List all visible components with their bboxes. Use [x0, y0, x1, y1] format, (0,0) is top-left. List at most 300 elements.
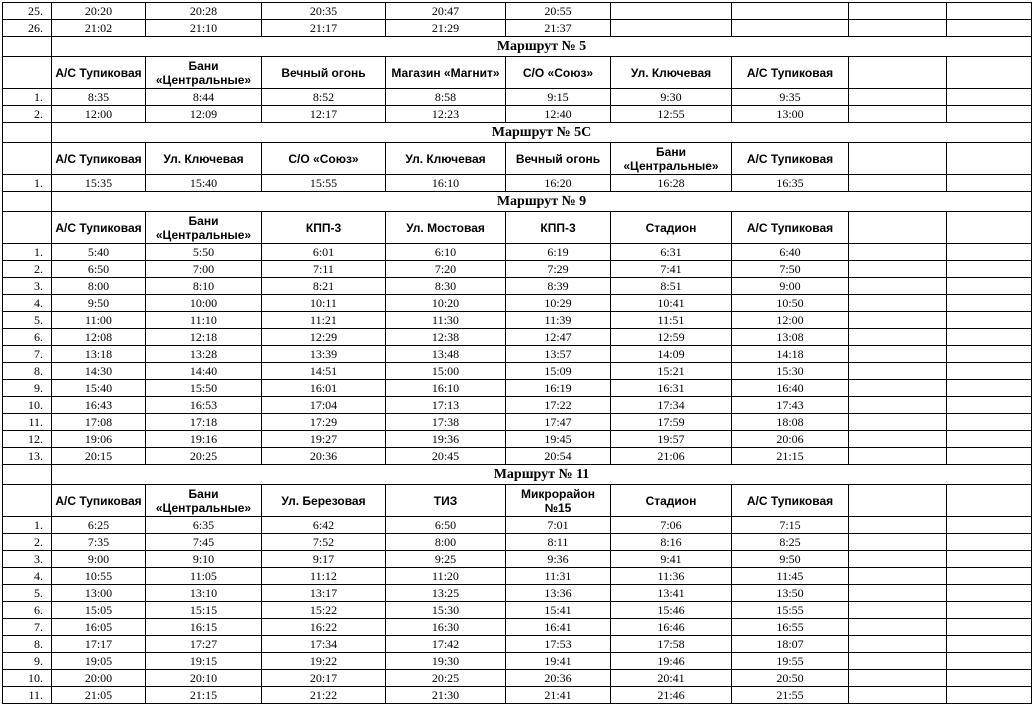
time-cell: 16:31 [611, 380, 732, 397]
row-number: 1. [3, 175, 52, 192]
table-row [3, 448, 1032, 465]
time-cell: 16:05 [52, 619, 146, 636]
time-cell: 12:09 [146, 106, 262, 123]
time-cell: 8:35 [52, 89, 146, 106]
time-cell: 13:00 [52, 585, 146, 602]
time-cell [849, 585, 947, 602]
route-title-row [3, 37, 1032, 57]
row-number: 3. [3, 551, 52, 568]
stop-header [947, 57, 1032, 89]
time-cell: 9:50 [52, 295, 146, 312]
route-title-row [3, 465, 1032, 485]
time-cell: 11:31 [506, 568, 611, 585]
time-cell: 21:41 [506, 687, 611, 704]
time-cell [849, 687, 947, 704]
time-cell [947, 585, 1032, 602]
time-cell: 8:16 [611, 534, 732, 551]
row-number: 1. [3, 89, 52, 106]
time-cell: 17:47 [506, 414, 611, 431]
stop-header: А/С Тупиковая [732, 212, 849, 244]
time-cell: 17:13 [386, 397, 506, 414]
time-cell: 20:45 [386, 448, 506, 465]
time-cell: 21:15 [146, 687, 262, 704]
time-cell: 19:55 [732, 653, 849, 670]
time-cell: 8:00 [52, 278, 146, 295]
time-cell: 15:35 [52, 175, 146, 192]
time-cell: 16:22 [262, 619, 386, 636]
time-cell: 9:36 [506, 551, 611, 568]
row-number: 13. [3, 448, 52, 465]
time-cell: 11:05 [146, 568, 262, 585]
row-number: 10. [3, 397, 52, 414]
time-cell [947, 448, 1032, 465]
time-cell [849, 363, 947, 380]
time-cell: 14:51 [262, 363, 386, 380]
row-number [3, 143, 52, 175]
stop-header: А/С Тупиковая [52, 485, 146, 517]
time-cell [849, 89, 947, 106]
time-cell: 15:55 [262, 175, 386, 192]
time-cell [947, 517, 1032, 534]
time-cell [849, 3, 947, 20]
row-number: 11. [3, 414, 52, 431]
time-cell: 11:45 [732, 568, 849, 585]
time-cell [849, 261, 947, 278]
time-cell: 7:01 [506, 517, 611, 534]
time-cell [947, 295, 1032, 312]
time-cell: 16:55 [732, 619, 849, 636]
time-cell: 20:25 [146, 448, 262, 465]
time-cell [849, 278, 947, 295]
table-row [3, 431, 1032, 448]
time-cell: 12:18 [146, 329, 262, 346]
time-cell: 19:30 [386, 653, 506, 670]
time-cell: 11:00 [52, 312, 146, 329]
time-cell: 7:41 [611, 261, 732, 278]
time-cell: 15:50 [146, 380, 262, 397]
time-cell [947, 670, 1032, 687]
table-row [3, 568, 1032, 585]
time-cell [947, 20, 1032, 37]
time-cell [947, 687, 1032, 704]
time-cell [947, 397, 1032, 414]
table-row [3, 670, 1032, 687]
table-row [3, 397, 1032, 414]
time-cell: 13:18 [52, 346, 146, 363]
table-row [3, 89, 1032, 106]
time-cell: 21:10 [146, 20, 262, 37]
time-cell: 12:38 [386, 329, 506, 346]
stop-header: Ул. Ключевая [386, 143, 506, 175]
time-cell: 15:40 [146, 175, 262, 192]
time-cell: 17:22 [506, 397, 611, 414]
time-cell [947, 3, 1032, 20]
route-title: Маршрут № 5С [52, 123, 1032, 143]
time-cell: 10:29 [506, 295, 611, 312]
time-cell: 20:35 [262, 3, 386, 20]
row-number: 5. [3, 312, 52, 329]
stop-header [947, 143, 1032, 175]
time-cell: 12:00 [52, 106, 146, 123]
stop-header: А/С Тупиковая [732, 57, 849, 89]
time-cell: 21:06 [611, 448, 732, 465]
table-row [3, 20, 1032, 37]
table-row [3, 517, 1032, 534]
time-cell [732, 20, 849, 37]
table-row [3, 278, 1032, 295]
time-cell: 17:29 [262, 414, 386, 431]
time-cell: 21:22 [262, 687, 386, 704]
time-cell: 13:41 [611, 585, 732, 602]
row-number: 8. [3, 363, 52, 380]
time-cell [947, 534, 1032, 551]
time-cell: 17:18 [146, 414, 262, 431]
time-cell: 21:15 [732, 448, 849, 465]
time-cell: 6:42 [262, 517, 386, 534]
time-cell: 13:25 [386, 585, 506, 602]
schedule-table [2, 2, 1032, 704]
time-cell: 6:25 [52, 517, 146, 534]
row-number [3, 485, 52, 517]
route-title: Маршрут № 9 [52, 192, 1032, 212]
row-number [3, 57, 52, 89]
time-cell [947, 636, 1032, 653]
row-number: 7. [3, 619, 52, 636]
time-cell [947, 278, 1032, 295]
row-number: 2. [3, 534, 52, 551]
time-cell: 15:30 [386, 602, 506, 619]
time-cell: 19:57 [611, 431, 732, 448]
time-cell: 15:41 [506, 602, 611, 619]
time-cell: 10:20 [386, 295, 506, 312]
time-cell: 20:47 [386, 3, 506, 20]
time-cell [849, 551, 947, 568]
time-cell [849, 568, 947, 585]
time-cell: 7:06 [611, 517, 732, 534]
table-row [3, 106, 1032, 123]
time-cell: 11:10 [146, 312, 262, 329]
time-cell: 19:16 [146, 431, 262, 448]
time-cell: 19:15 [146, 653, 262, 670]
stop-header: Бани «Центральные» [611, 143, 732, 175]
time-cell: 13:28 [146, 346, 262, 363]
stop-header: А/С Тупиковая [52, 212, 146, 244]
time-cell: 7:15 [732, 517, 849, 534]
time-cell [947, 414, 1032, 431]
time-cell: 8:10 [146, 278, 262, 295]
time-cell: 20:15 [52, 448, 146, 465]
table-row [3, 585, 1032, 602]
row-number: 8. [3, 636, 52, 653]
time-cell: 9:30 [611, 89, 732, 106]
time-cell: 12:00 [732, 312, 849, 329]
time-cell [849, 106, 947, 123]
time-cell: 13:10 [146, 585, 262, 602]
table-row [3, 261, 1032, 278]
time-cell: 16:43 [52, 397, 146, 414]
stop-header: Бани «Центральные» [146, 485, 262, 517]
time-cell: 8:58 [386, 89, 506, 106]
time-cell [849, 329, 947, 346]
time-cell: 16:53 [146, 397, 262, 414]
stop-header: Ул. Ключевая [611, 57, 732, 89]
time-cell: 9:15 [506, 89, 611, 106]
time-cell: 21:05 [52, 687, 146, 704]
time-cell: 17:04 [262, 397, 386, 414]
time-cell: 16:28 [611, 175, 732, 192]
time-cell: 13:50 [732, 585, 849, 602]
time-cell: 13:00 [732, 106, 849, 123]
time-cell: 8:00 [386, 534, 506, 551]
time-cell: 16:35 [732, 175, 849, 192]
time-cell: 17:53 [506, 636, 611, 653]
table-row [3, 175, 1032, 192]
row-number: 2. [3, 106, 52, 123]
time-cell [849, 619, 947, 636]
time-cell: 16:10 [386, 175, 506, 192]
time-cell: 20:06 [732, 431, 849, 448]
time-cell: 8:44 [146, 89, 262, 106]
stops-header-row [3, 143, 1032, 175]
time-cell: 9:35 [732, 89, 849, 106]
row-number: 26. [3, 20, 52, 37]
stop-header: Стадион [611, 212, 732, 244]
stops-header-row [3, 212, 1032, 244]
time-cell: 7:11 [262, 261, 386, 278]
time-cell [947, 329, 1032, 346]
time-cell: 15:55 [732, 602, 849, 619]
route-title: Маршрут № 11 [52, 465, 1032, 485]
time-cell [849, 534, 947, 551]
stop-header: С/О «Союз» [262, 143, 386, 175]
time-cell: 14:40 [146, 363, 262, 380]
table-row [3, 244, 1032, 261]
time-cell [947, 568, 1032, 585]
time-cell: 5:50 [146, 244, 262, 261]
time-cell: 21:55 [732, 687, 849, 704]
time-cell: 12:29 [262, 329, 386, 346]
time-cell: 9:50 [732, 551, 849, 568]
time-cell [732, 3, 849, 20]
time-cell: 7:50 [732, 261, 849, 278]
time-cell: 9:10 [146, 551, 262, 568]
stop-header: Ул. Мостовая [386, 212, 506, 244]
time-cell: 7:29 [506, 261, 611, 278]
time-cell: 19:27 [262, 431, 386, 448]
time-cell [947, 312, 1032, 329]
time-cell: 9:25 [386, 551, 506, 568]
row-number: 2. [3, 261, 52, 278]
row-number: 1. [3, 517, 52, 534]
stop-header [849, 212, 947, 244]
time-cell: 15:21 [611, 363, 732, 380]
time-cell: 15:40 [52, 380, 146, 397]
time-cell [849, 517, 947, 534]
stop-header: А/С Тупиковая [52, 143, 146, 175]
time-cell [849, 670, 947, 687]
time-cell: 17:34 [611, 397, 732, 414]
row-number: 7. [3, 346, 52, 363]
time-cell [947, 89, 1032, 106]
time-cell: 16:41 [506, 619, 611, 636]
time-cell [849, 244, 947, 261]
time-cell: 8:39 [506, 278, 611, 295]
time-cell: 6:40 [732, 244, 849, 261]
stop-header [849, 57, 947, 89]
row-number [3, 37, 52, 57]
time-cell: 17:43 [732, 397, 849, 414]
time-cell: 8:25 [732, 534, 849, 551]
time-cell [849, 414, 947, 431]
table-row [3, 380, 1032, 397]
time-cell: 19:05 [52, 653, 146, 670]
time-cell: 20:00 [52, 670, 146, 687]
time-cell: 13:36 [506, 585, 611, 602]
stop-header: А/С Тупиковая [732, 143, 849, 175]
time-cell: 13:57 [506, 346, 611, 363]
time-cell: 8:21 [262, 278, 386, 295]
time-cell: 17:34 [262, 636, 386, 653]
time-cell: 8:11 [506, 534, 611, 551]
row-number: 5. [3, 585, 52, 602]
time-cell: 7:52 [262, 534, 386, 551]
stop-header: Стадион [611, 485, 732, 517]
time-cell [947, 261, 1032, 278]
stop-header: Ул. Березовая [262, 485, 386, 517]
time-cell: 18:07 [732, 636, 849, 653]
table-row [3, 602, 1032, 619]
time-cell [947, 431, 1032, 448]
time-cell [849, 602, 947, 619]
table-row [3, 346, 1032, 363]
time-cell [849, 312, 947, 329]
time-cell: 21:30 [386, 687, 506, 704]
time-cell: 15:15 [146, 602, 262, 619]
time-cell: 17:58 [611, 636, 732, 653]
time-cell [849, 448, 947, 465]
time-cell: 20:28 [146, 3, 262, 20]
time-cell: 11:20 [386, 568, 506, 585]
stop-header [849, 143, 947, 175]
time-cell: 16:01 [262, 380, 386, 397]
time-cell [849, 380, 947, 397]
time-cell: 17:27 [146, 636, 262, 653]
time-cell: 20:50 [732, 670, 849, 687]
time-cell: 20:55 [506, 3, 611, 20]
time-cell: 10:50 [732, 295, 849, 312]
row-number: 25. [3, 3, 52, 20]
time-cell: 6:35 [146, 517, 262, 534]
time-cell: 8:52 [262, 89, 386, 106]
route-title-row [3, 123, 1032, 143]
time-cell: 13:39 [262, 346, 386, 363]
time-cell: 12:55 [611, 106, 732, 123]
stop-header: Вечный огонь [506, 143, 611, 175]
stop-header: А/С Тупиковая [52, 57, 146, 89]
route-title-row [3, 192, 1032, 212]
time-cell: 5:40 [52, 244, 146, 261]
table-row [3, 619, 1032, 636]
time-cell: 17:17 [52, 636, 146, 653]
row-number: 6. [3, 329, 52, 346]
time-cell: 20:10 [146, 670, 262, 687]
time-cell: 17:42 [386, 636, 506, 653]
time-cell: 9:00 [732, 278, 849, 295]
time-cell: 16:19 [506, 380, 611, 397]
time-cell: 20:17 [262, 670, 386, 687]
time-cell [947, 602, 1032, 619]
time-cell: 15:30 [732, 363, 849, 380]
row-number: 10. [3, 670, 52, 687]
time-cell: 6:19 [506, 244, 611, 261]
table-row [3, 551, 1032, 568]
time-cell: 15:00 [386, 363, 506, 380]
time-cell [611, 3, 732, 20]
time-cell: 11:51 [611, 312, 732, 329]
time-cell: 13:48 [386, 346, 506, 363]
row-number: 3. [3, 278, 52, 295]
stop-header [947, 485, 1032, 517]
time-cell: 10:11 [262, 295, 386, 312]
time-cell [849, 175, 947, 192]
time-cell: 16:20 [506, 175, 611, 192]
time-cell: 14:09 [611, 346, 732, 363]
time-cell: 16:46 [611, 619, 732, 636]
time-cell: 11:12 [262, 568, 386, 585]
time-cell: 13:17 [262, 585, 386, 602]
time-cell: 6:50 [52, 261, 146, 278]
stop-header: КПП-3 [506, 212, 611, 244]
time-cell [947, 653, 1032, 670]
time-cell: 11:21 [262, 312, 386, 329]
time-cell [947, 551, 1032, 568]
row-number: 4. [3, 568, 52, 585]
time-cell: 7:00 [146, 261, 262, 278]
time-cell [947, 175, 1032, 192]
time-cell [849, 346, 947, 363]
time-cell [947, 363, 1032, 380]
time-cell [947, 619, 1032, 636]
time-cell [947, 244, 1032, 261]
schedule-body [3, 3, 1032, 704]
time-cell: 12:40 [506, 106, 611, 123]
row-number [3, 212, 52, 244]
time-cell: 17:59 [611, 414, 732, 431]
time-cell: 15:22 [262, 602, 386, 619]
time-cell: 16:15 [146, 619, 262, 636]
stop-header [947, 212, 1032, 244]
time-cell: 12:47 [506, 329, 611, 346]
time-cell: 7:45 [146, 534, 262, 551]
stop-header: ТИЗ [386, 485, 506, 517]
table-row [3, 636, 1032, 653]
time-cell: 12:17 [262, 106, 386, 123]
time-cell: 18:08 [732, 414, 849, 431]
time-cell: 13:08 [732, 329, 849, 346]
table-row [3, 534, 1032, 551]
time-cell [849, 20, 947, 37]
time-cell: 19:45 [506, 431, 611, 448]
time-cell: 19:41 [506, 653, 611, 670]
time-cell: 6:10 [386, 244, 506, 261]
stops-header-row [3, 57, 1032, 89]
table-row [3, 687, 1032, 704]
stop-header [849, 485, 947, 517]
time-cell: 17:38 [386, 414, 506, 431]
time-cell: 21:17 [262, 20, 386, 37]
time-cell: 20:41 [611, 670, 732, 687]
time-cell: 16:40 [732, 380, 849, 397]
